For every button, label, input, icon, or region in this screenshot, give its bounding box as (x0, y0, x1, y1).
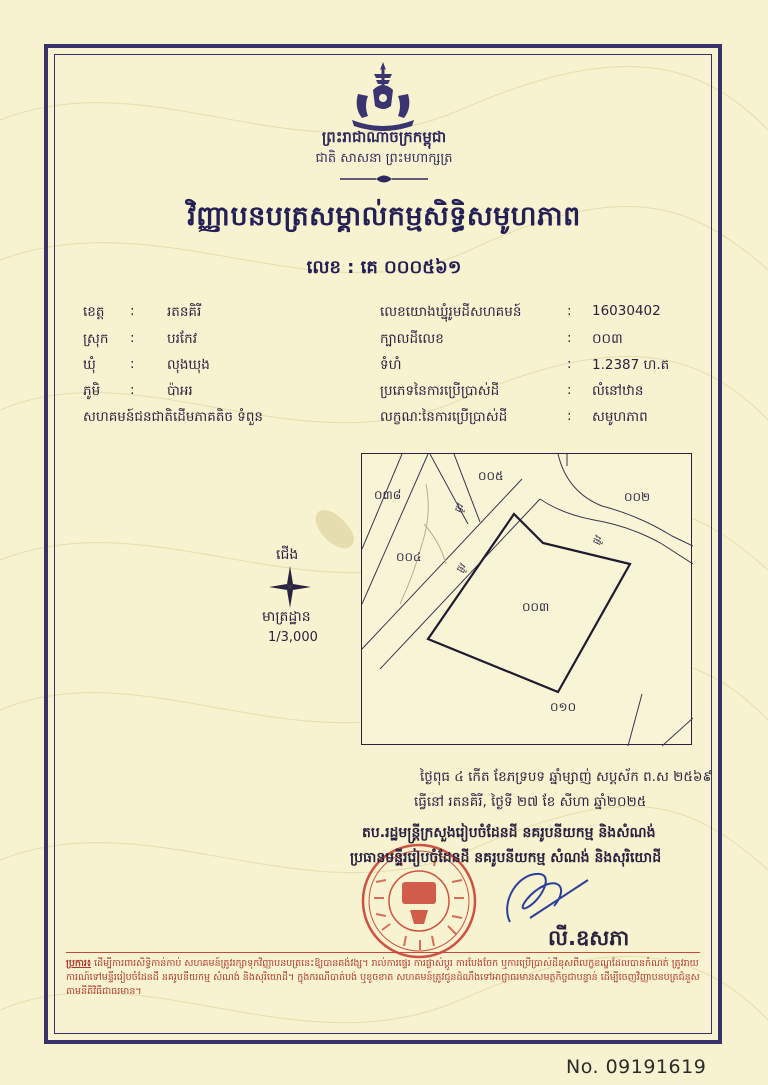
land-use-nature-sep: : (567, 408, 572, 424)
parcel-number-value: ០០៣ (592, 331, 623, 347)
north-label: ជើង (276, 547, 299, 563)
certificate-number: លេខ : គេ ០០០៥៦១ (306, 257, 462, 278)
community-name: សហគមន៍ជនជាតិដើមភាគតិច ទំពួន (83, 409, 263, 425)
scale-label: មាត្រដ្ឋាន (262, 609, 311, 625)
scale-value: 1/3,000 (268, 630, 318, 645)
area-value: 1.2387 ហ.ត (592, 357, 670, 373)
parcel-label-005: ០០៥ (478, 469, 504, 483)
village-label: ភូមិ (83, 383, 101, 399)
notice-body: ដើម្បីការពារសិទ្ធិកាន់កាប់ សហគមន៍ត្រូវរក្សាទុកវិញ្ញាបនបត្រនេះឱ្យបានគង់វង្ស។ រាល់ការផ្ទេរ ការផ្លាស់ប្តូរ ការបែងចែក ឬការប្រើប្រាស់ដីខុសពីលក្ខខណ្ឌដែលបានកំណត់ ត្រូវរាយការណ៍ទៅមន្ទីររៀបចំដែនដី នគរូបនីយកម្ម សំណង់ និងសុរិយោដី។ ក្នុងករណីបាត់បង់ ឬខូចខាត សហគមន៍ត្រូវជូនដំណឹងទៅអាជ្ញាធរមានសមត្ថកិច្ចជាបន្ទាន់ ដើម្បីចេញវិញ្ញាបនបត្រជំនួសតាមនីតិវិធីជាធរមាន។ (66, 958, 700, 997)
parcel-label-004: ០០៤ (396, 550, 422, 564)
kingdom-title: ព្រះរាជាណាចក្រកម្ពុជា (321, 128, 447, 146)
certificate-title: វិញ្ញាបនបត្រសម្គាល់កម្មសិទ្ធិសមូហភាព (187, 201, 581, 232)
community-ref-sep: : (567, 303, 572, 319)
village-sep: : (130, 382, 135, 398)
land-use-type-value: លំនៅឋាន (592, 383, 644, 399)
community-ref-value: 16030402 (592, 303, 661, 319)
province-value: រតនគិរី (167, 304, 202, 320)
notice-label: ប្រការ៖ (66, 958, 92, 969)
commune-sep: : (130, 356, 135, 372)
parcel-label-003: ០០៣ (522, 600, 550, 614)
parcel-label-010: ០១០ (550, 700, 577, 714)
province-label: ខេត្ត (83, 304, 105, 320)
notice-text (66, 957, 700, 999)
area-sep: : (567, 356, 572, 372)
province-sep: : (130, 303, 135, 319)
district-value: បរកែវ (167, 331, 197, 347)
commune-label: ឃុំ (83, 357, 96, 373)
parcel-label-002: ០០២ (624, 490, 651, 504)
land-use-type-label: ប្រភេទនៃការប្រើប្រាស់ដី (380, 383, 500, 399)
serial-number: No. 09191619 (566, 1056, 707, 1078)
handwritten-signature-icon (470, 862, 590, 932)
area-label: ទំហំ (380, 357, 402, 373)
lunar-issue-date: ថ្ងៃពុធ ៤ កើត ខែភទ្របទ ឆ្នាំម្សាញ់ សប្តស័ក ព.ស ២៥៦៩ (420, 769, 713, 785)
royal-emblem-icon (344, 60, 422, 132)
parcel-label-038: ០៣៨ (374, 488, 402, 502)
notice-divider (66, 952, 700, 953)
land-use-type-sep: : (567, 382, 572, 398)
parcel-map (361, 453, 692, 745)
road-label-3: ផ្លូវ (591, 534, 605, 547)
community-ref-label: លេខយោងឃ្នុំរូមដីសហគមន៍ (380, 304, 522, 320)
parcel-number-label: ក្បាលដីលេខ (380, 331, 444, 347)
parcel-number-sep: : (567, 330, 572, 346)
national-motto: ជាតិ សាសនា ព្រះមហាក្សត្រ (315, 151, 453, 166)
signer-name: លី.ឧសភា (548, 926, 630, 950)
land-use-nature-label: លក្ខណៈនៃការប្រើប្រាស់ដី (380, 409, 508, 425)
road-label-2: ផ្លូវ (455, 561, 469, 575)
signer-title-line-1: តប.រដ្ឋមន្ត្រីក្រសួងរៀបចំដែនដី នគរូបនីយកម្ម និងសំណង់ (362, 825, 656, 841)
road-label-1: ផ្លូវ (453, 502, 467, 515)
compass-icon (269, 566, 311, 608)
signer-title-line-2: ប្រធានមន្ទីររៀបចំដែនដី នគរូបនីយកម្ម សំណង់ និងសុរិយោដី (350, 850, 662, 866)
village-value: ប៉ាអរ (167, 383, 193, 399)
land-use-nature-value: សមូហភាព (592, 409, 648, 425)
ornament-divider (336, 172, 432, 186)
district-label: ស្រុក (83, 331, 109, 347)
district-sep: : (130, 330, 135, 346)
issue-place-date: ធ្វើនៅ រតនគិរី, ថ្ងៃទី ២៧ ខែ សីហា ឆ្នាំ២០២៥ (414, 794, 647, 810)
commune-value: លុងឃុង (167, 357, 210, 373)
